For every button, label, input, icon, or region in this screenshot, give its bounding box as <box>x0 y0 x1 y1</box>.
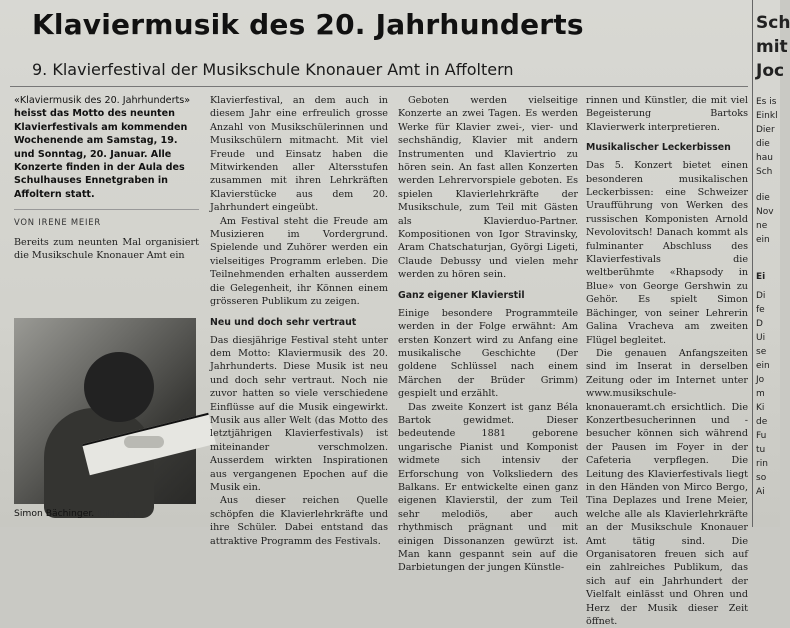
column-1 <box>14 94 199 262</box>
col2-paragraph-2: Am Festival steht die Freude am Musizieren im Vordergrund. Spielende und Zuhörer werden ein vielseitiges Programm erleben. Die Teilnehmenden erhalten ausserdem die Gelegenheit, ihr Können einem grösseren Publikum zu zeigen. <box>210 215 388 308</box>
neighbor-text-line: Nov <box>756 207 774 217</box>
photo-figure-head <box>84 352 154 422</box>
neighbor-text-line: Jo <box>756 375 765 385</box>
neighbor-text-line: Es is <box>756 97 777 107</box>
col3-paragraph-2: Einige besondere Programmteile werden in der Folge erwähnt: Am ersten Konzert wird zu Anfang eine musikalische Geschichte (Der goldene Schlüssel nach einem Märchen der Brüder Grimm) gespielt und erzählt. <box>398 307 578 400</box>
neighbor-text-line: Dier <box>756 125 775 135</box>
col3-paragraph-1: Geboten werden vielseitige Konzerte an zwei Tagen. Es werden Werke für Klavier zwei-, vier- und sechshändig, Klavier mit andern Instrumenten und Klaviertrio zu hören sein. An fast allen Konzerten werden Lehrervorspiele geboten. Es spielen Klavierlehrkräfte der Musikschule, zum Teil mit Gästen als Klavierduo-Partner. Kompositionen von Igor Stravinsky, Aram Chatschaturjan, Györgi Ligeti, Claude Debussy und vielen mehr werden zu hören sein. <box>398 95 578 281</box>
col4-paragraph-1: rinnen und Künstler, die mit viel Begeisterung Bartoks Klavierwerk interpretieren. <box>586 95 748 133</box>
neighbor-text-line: Ai <box>756 487 765 497</box>
col1-paragraph: Bereits zum neunten Mal organisiert die Musikschule Knonauer Amt ein <box>14 236 199 262</box>
neighbor-text-line: rin <box>756 459 768 469</box>
neighbor-text-line: die <box>756 139 770 149</box>
photo-figure-hands <box>124 436 164 448</box>
col2-subheading: Neu und doch sehr vertraut <box>210 316 357 328</box>
photo-credit: (Bild zvg.) <box>97 509 136 518</box>
neighbor-text-line: D <box>756 319 763 329</box>
neighbor-text-line: die <box>756 193 770 203</box>
column-3 <box>398 94 578 575</box>
byline: VON IRENE MEIER <box>14 217 101 228</box>
neighbor-text-line: Einkl <box>756 111 778 121</box>
col4-paragraph-2: Das 5. Konzert bietet einen besonderen musikalischen Leckerbissen: eine Schweizer Uraufführung von Werken des russischen Komponisten Arnold Nevolovitsch! Danach kommt als fulminanter Abschluss des Klavierfestivals die weltberühmte «Rhapsody in Blue» von George Gershwin zu Gehör. Es spielt Simon Bächinger, von seiner Lehrerin Galina Vracheva am zweiten Flügel begleitet. <box>586 160 748 346</box>
lead-text: heisst das Motto des neunten Klavierfestivals am kommenden Wochenende am Samstag, 19. und Sonntag, 20. Januar. Alle Konzerte finden in der Aula des Schulhauses Ennetgraben in Affoltern statt. <box>14 108 188 200</box>
neighbor-text-line: Ui <box>756 333 766 343</box>
neighbor-text-line: hau <box>756 153 773 163</box>
byline-rule <box>14 209 199 210</box>
neighbor-text-line: Di <box>756 291 766 301</box>
article-lead <box>14 94 199 201</box>
col2-paragraph-3: Das diesjährige Festival steht unter dem Motto: Klaviermusik des 20. Jahrhunderts. Diese Musik ist neu und doch sehr vertraut. Noch nie zuvor hatten so viele verschiedene Einflüsse auf die Musik eingewirkt. Musik aus aller Welt (das Motto des letztjährigen Klavierfestivals) ist miteinander verschmolzen. Ausserdem wirkten Inspirationen aus vergangenen Epochen auf die Musik ein. <box>210 334 388 493</box>
column-4 <box>586 94 748 628</box>
neighbor-headline-line-3: Joc <box>756 61 785 81</box>
neighbor-text-line: Fu <box>756 431 767 441</box>
neighbor-text-line: ein <box>756 361 770 371</box>
neighbor-headline-line-2: mit <box>756 37 788 57</box>
neighbor-text-line: fe <box>756 305 765 315</box>
neighbor-text-line: Sch <box>756 167 773 177</box>
column-divider <box>752 0 753 527</box>
article-headline: Klaviermusik des 20. Jahrhunderts <box>32 8 584 41</box>
neighbor-text-line: de <box>756 417 768 427</box>
neighbor-headline-line-1: Sch <box>756 13 790 33</box>
col2-paragraph-4: Aus dieser reichen Quelle schöpfen die Klavierlehrkräfte und ihre Schüler. Dabei entstand das attraktive Programm des Festivals. <box>210 495 388 547</box>
header-rule <box>10 86 748 87</box>
col4-subheading: Musikalischer Leckerbissen <box>586 142 731 154</box>
neighbor-text-line: se <box>756 347 767 357</box>
photo-caption <box>14 508 135 519</box>
lead-quote: «Klaviermusik des 20. Jahrhunderts» <box>14 95 191 106</box>
photo-caption-name: Simon Bächinger. <box>14 508 95 519</box>
col3-paragraph-3: Das zweite Konzert ist ganz Béla Bartok gewidmet. Dieser bedeutende 1881 geborene ungarische Pianist und Komponist widmete sich intensiv der Erforschung von Volksliedern des Balkans. Er entwickelte einen ganz eigenen Klavierstil, der zum Teil sehr melodiös, aber auch rhythmisch prägnant und mit einigen Dissonanzen gewürzt ist. Man kann gespannt sein auf die Darbietungen der jungen Künstle- <box>398 401 578 574</box>
neighbor-text-line: tu <box>756 445 766 455</box>
col4-paragraph-3: Die genauen Anfangszeiten sind im Inserat in derselben Zeitung oder im Internet unter www.musikschule-knonaueramt.ch ersichtlich. Die Konzertbesucherinnen und -besucher können sich während der Pausen im Foyer in der Cafeteria verpflegen. Die Leitung des Klavierfestivals liegt in den Händen von Mirco Bergo, Tina Deplazes und Irene Meier, welche alle als Klavierlehrkräfte an der Musikschule Knonauer Amt tätig sind. Die Organisatoren freuen sich auf ein zahlreiches Publikum, das sich auf ein Jahrhundert der Vielfalt einlässt und Ohren und Herz der Musik dieser Zeit öffnet. <box>586 347 748 628</box>
pianist-photo <box>14 318 196 504</box>
neighbor-text-line: ne <box>756 221 768 231</box>
col2-paragraph-1: Klavierfestival, an dem auch in diesem Jahr eine erfreulich grosse Anzahl von Musikschülerinnen und Musikschülern mitmacht. Mit viel Freude und Einsatz haben die Mitwirkenden aller Altersstufen zusammen mit ihren Lehrkräften Klavierstücke aus dem 20. Jahrhundert eingeübt. <box>210 95 388 214</box>
col3-subheading: Ganz eigener Klavierstil <box>398 289 525 301</box>
neighbor-subheading: Ei <box>756 272 766 282</box>
article-subheadline: 9. Klavierfestival der Musikschule Knonauer Amt in Affoltern <box>32 60 514 79</box>
column-2 <box>210 94 388 548</box>
neighbor-text-line: m <box>756 389 765 399</box>
neighbor-text-line: ein <box>756 235 770 245</box>
neighbor-text-line: so <box>756 473 767 483</box>
neighbor-text-line: Ki <box>756 403 765 413</box>
